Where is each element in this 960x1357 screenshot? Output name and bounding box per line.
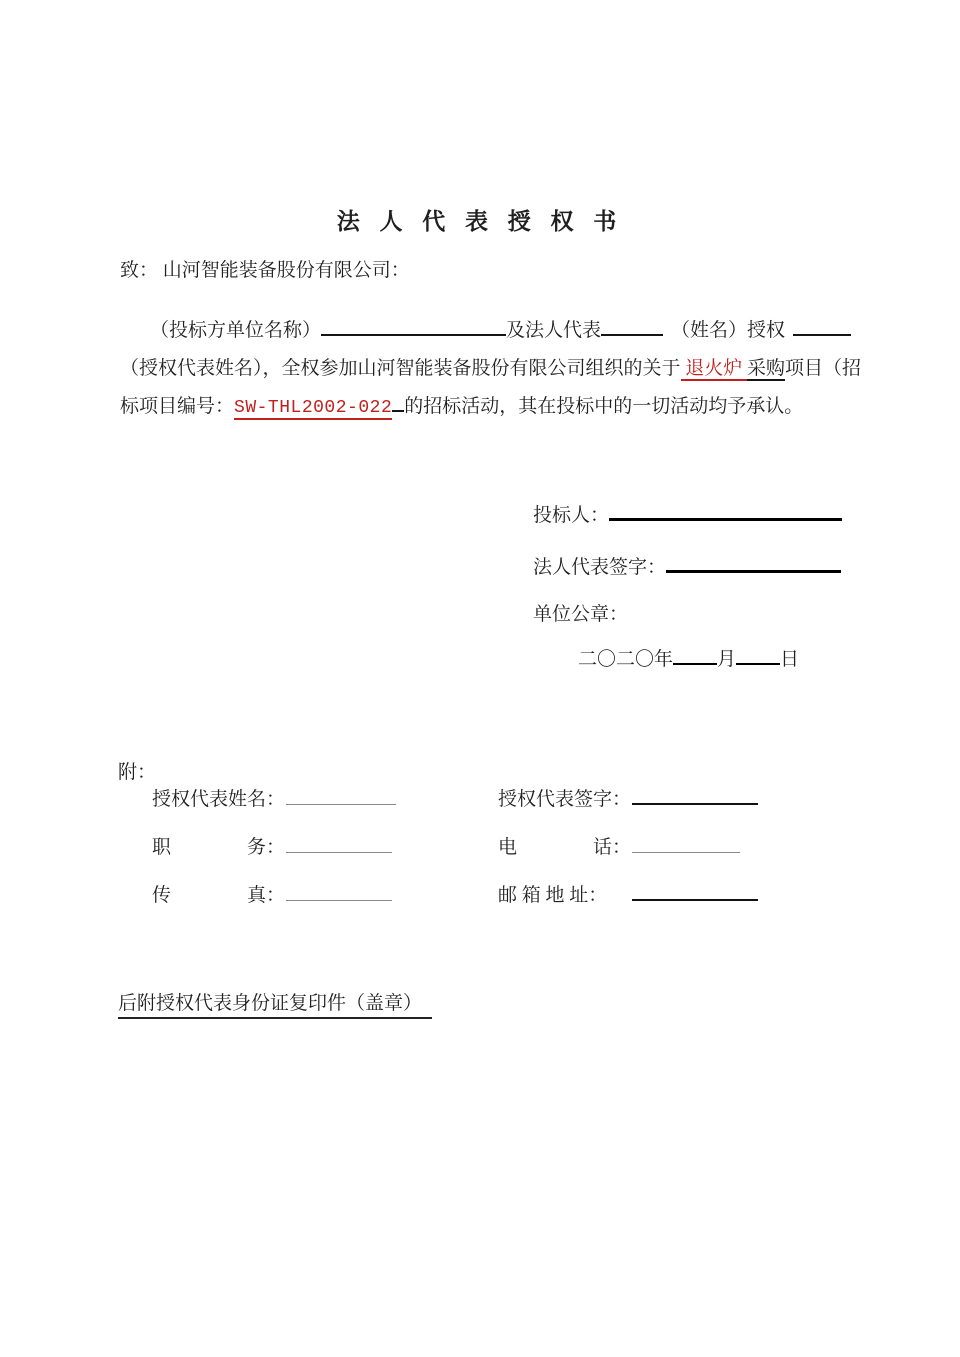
project-number-label: 标项目编号：: [120, 396, 235, 417]
attachment-row: [118, 784, 838, 810]
legal-rep-sign-blank-line: [666, 556, 841, 573]
bidder-label: 投标人：: [533, 505, 610, 526]
day-blank-line: [736, 648, 780, 665]
company-seal-label: 单位公章：: [533, 604, 629, 625]
job-title-label: 职 务：: [152, 837, 286, 858]
attachment-section: [118, 757, 838, 906]
rep-name-blank-line: [286, 788, 396, 805]
project-number-value-red: SW-THL2002-022: [234, 398, 393, 418]
legal-rep-name-blank-line: [601, 319, 663, 336]
fax-label: 传 真：: [152, 885, 286, 906]
email-label: 邮 箱 地 址：: [498, 885, 608, 906]
phone-label: 电 话：: [498, 837, 632, 858]
phone-cell: [498, 832, 740, 859]
date-month-text: 月: [717, 649, 737, 670]
body-text: 项目（招: [785, 358, 862, 379]
fax-cell: [152, 880, 392, 907]
rep-sign-label: 授权代表签字：: [498, 789, 632, 810]
bidder-signature-row: [533, 500, 842, 527]
body-paragraph: [120, 312, 910, 427]
date-row: [578, 644, 799, 671]
email-blank-line: [632, 884, 758, 901]
rep-name-cell: [152, 784, 396, 811]
authorized-rep-blank-line: [793, 319, 851, 336]
paragraph-line-2: [120, 350, 910, 388]
job-title-blank-line: [286, 836, 392, 853]
bidder-unit-label: （投标方单位名称）: [150, 320, 322, 341]
job-title-cell: [152, 832, 392, 859]
bidder-blank-line: [609, 504, 842, 521]
attachment-title: 附：: [118, 762, 157, 783]
rep-sign-cell: [498, 784, 758, 811]
rep-sign-blank-line: [632, 788, 758, 805]
doc-title: 法 人 代 表 授 权 书: [336, 209, 624, 234]
month-blank-line: [673, 648, 717, 665]
fax-blank-line: [286, 884, 392, 901]
date-day-text: 日: [780, 649, 800, 670]
addressee-line: 致： 山河智能装备股份有限公司：: [120, 260, 410, 281]
attachment-row: [118, 880, 838, 906]
date-year-text: 二〇二〇年: [578, 649, 674, 670]
project-name-filled-red: 退火炉: [680, 358, 748, 379]
bidder-unit-blank-line: [321, 319, 506, 336]
attachment-row: [118, 832, 838, 858]
authorize-label: （姓名）授权: [671, 320, 786, 341]
company-seal-row: [533, 599, 628, 626]
footer-note-underlined: 后附授权代表身份证复印件（盖章）: [118, 988, 432, 1019]
paragraph-line-1: [120, 312, 910, 350]
body-text: 的招标活动，其在投标中的一切活动均予承认。: [404, 396, 804, 417]
procurement-underlined: 采购: [747, 358, 786, 379]
email-cell: [498, 880, 758, 907]
paragraph-line-3: [120, 388, 910, 427]
legal-rep-label: 及法人代表: [506, 320, 602, 341]
legal-rep-sign-label: 法人代表签字：: [533, 557, 667, 578]
phone-blank-line: [632, 836, 740, 853]
underline-tail: [392, 395, 404, 412]
legal-rep-signature-row: [533, 552, 841, 579]
body-text: （授权代表姓名），全权参加山河智能装备股份有限公司组织的关于: [120, 358, 681, 379]
rep-name-label: 授权代表姓名：: [152, 789, 286, 810]
